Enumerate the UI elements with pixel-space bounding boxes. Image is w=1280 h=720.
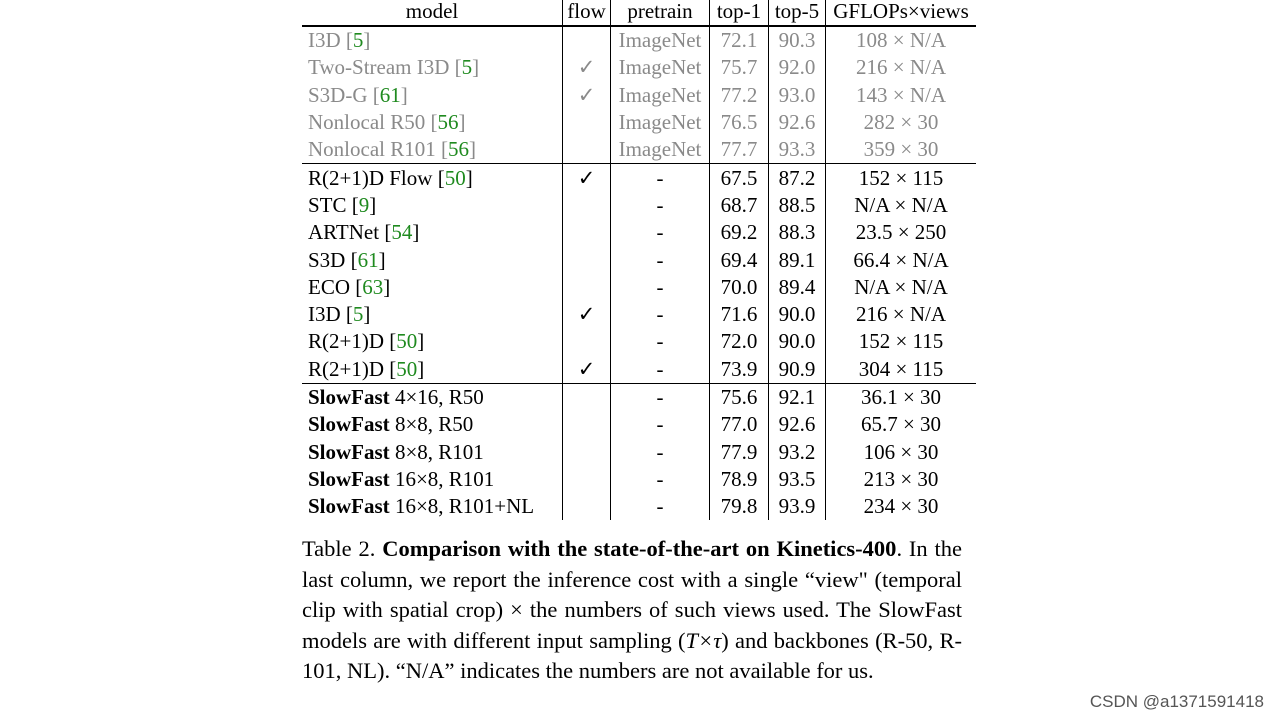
model-name: R(2+1)D Flow xyxy=(308,165,433,190)
table-row xyxy=(302,82,976,109)
top5-cell: 87.2 xyxy=(769,164,826,192)
top1-cell: 67.5 xyxy=(710,164,769,192)
table-row xyxy=(302,192,976,219)
top1-cell: 71.6 xyxy=(710,301,769,328)
top1-cell: 69.4 xyxy=(710,246,769,273)
model-name: Nonlocal R50 xyxy=(308,110,426,135)
flow-check xyxy=(563,438,611,465)
model-cell: S3D-G [61] xyxy=(308,82,408,107)
top1-cell: 69.2 xyxy=(710,219,769,246)
model-cell: Nonlocal R101 [56] xyxy=(308,137,476,162)
top1-cell: 72.0 xyxy=(710,328,769,355)
top1-cell: 72.1 xyxy=(710,26,769,54)
model-cell: Two-Stream I3D [5] xyxy=(308,55,480,80)
pretrain-cell: - xyxy=(611,274,710,301)
model-config: 16×8, R101+NL xyxy=(394,494,535,519)
gflops-cell: 36.1 × 30 xyxy=(826,383,977,411)
table-body xyxy=(302,26,976,520)
gflops-cell: 65.7 × 30 xyxy=(826,411,977,438)
top5-cell: 90.0 xyxy=(769,301,826,328)
pretrain-cell: - xyxy=(611,356,710,384)
results-table xyxy=(302,0,976,520)
top1-cell: 68.7 xyxy=(710,192,769,219)
flow-check xyxy=(563,493,611,520)
pretrain-cell: ImageNet xyxy=(611,109,710,136)
top1-cell: 77.7 xyxy=(710,136,769,164)
gflops-cell: 23.5 × 250 xyxy=(826,219,977,246)
top5-cell: 93.5 xyxy=(769,466,826,493)
top1-cell: 77.9 xyxy=(710,438,769,465)
citation: 9 xyxy=(358,192,370,217)
model-config: 4×16, R50 xyxy=(394,385,484,409)
model-name: R(2+1)D xyxy=(308,329,385,354)
flow-check xyxy=(563,26,611,54)
model-config: 8×8, R50 xyxy=(394,412,474,437)
citation: 61 xyxy=(357,247,379,272)
table-row xyxy=(302,466,976,493)
table-row xyxy=(302,274,976,301)
top1-cell: 76.5 xyxy=(710,109,769,136)
model-name-bold: SlowFast xyxy=(308,439,390,464)
pretrain-cell: - xyxy=(611,466,710,493)
table-row xyxy=(302,411,976,438)
citation: 56 xyxy=(437,110,459,135)
model-name: S3D xyxy=(308,247,346,272)
model-cell: ARTNet [54] xyxy=(308,220,420,245)
model-name: ECO xyxy=(308,274,350,299)
gflops-cell: 213 × 30 xyxy=(826,466,977,493)
pretrain-cell: - xyxy=(611,383,710,411)
top1-cell: 75.6 xyxy=(710,383,769,411)
model-name: Nonlocal R101 xyxy=(308,137,436,162)
citation: 50 xyxy=(396,329,418,354)
model-cell: ECO [63] xyxy=(308,274,391,299)
citation: 5 xyxy=(352,28,364,53)
citation: 5 xyxy=(461,55,473,80)
model-name: STC xyxy=(308,192,347,217)
pretrain-cell: - xyxy=(611,192,710,219)
caption-title: Comparison with the state-of-the-art on Kinetics-400 xyxy=(382,536,897,561)
flow-check xyxy=(563,136,611,164)
model-cell: R(2+1)D [50] xyxy=(308,329,425,354)
citation: 61 xyxy=(379,82,401,107)
model-cell: STC [9] xyxy=(308,192,377,217)
flow-check: ✓ xyxy=(563,356,611,384)
gflops-cell: 234 × 30 xyxy=(826,493,977,520)
top5-cell: 93.2 xyxy=(769,438,826,465)
model-cell xyxy=(302,493,563,520)
top1-cell: 79.8 xyxy=(710,493,769,520)
top1-cell: 77.0 xyxy=(710,411,769,438)
top5-cell: 90.9 xyxy=(769,356,826,384)
model-cell: Nonlocal R50 [56] xyxy=(308,110,466,135)
model-name: R(2+1)D xyxy=(308,356,385,381)
model-cell: R(2+1)D Flow [50] xyxy=(302,164,563,192)
model-name-bold: SlowFast xyxy=(308,412,390,437)
gflops-cell: 106 × 30 xyxy=(826,438,977,465)
model-name-bold: SlowFast xyxy=(308,494,390,519)
model-cell xyxy=(302,466,563,493)
top5-cell: 92.0 xyxy=(769,54,826,81)
table-row xyxy=(302,109,976,136)
caption-body-1: . In the last column, we report the inference cost with a single “view" (temporal clip with spatial crop) × the numbers of such views used. The SlowFast models are with different input sampling ( xyxy=(302,536,962,653)
header-top1: top-1 xyxy=(710,0,769,26)
table-row xyxy=(302,136,976,164)
flow-check xyxy=(563,219,611,246)
top1-cell: 70.0 xyxy=(710,274,769,301)
top5-cell: 89.1 xyxy=(769,246,826,273)
watermark: CSDN @a1371591418 xyxy=(1089,692,1264,711)
citation: 5 xyxy=(352,302,364,327)
gflops-cell: 216 × N/A xyxy=(826,54,977,81)
top5-cell: 89.4 xyxy=(769,274,826,301)
model-name: ARTNet xyxy=(308,220,380,245)
header-gflops: GFLOPs×views xyxy=(826,0,977,26)
flow-check xyxy=(563,192,611,219)
top5-cell: 93.0 xyxy=(769,82,826,109)
model-name-bold: SlowFast xyxy=(308,385,390,409)
pretrain-cell: - xyxy=(611,493,710,520)
pretrain-cell: - xyxy=(611,301,710,328)
gflops-cell: 304 × 115 xyxy=(826,356,977,384)
citation: 50 xyxy=(396,356,418,381)
caption-math: T×τ xyxy=(685,627,722,653)
model-name: I3D xyxy=(308,28,341,53)
header-model: model xyxy=(302,0,563,26)
model-cell: S3D [61] xyxy=(308,247,386,272)
pretrain-cell: - xyxy=(611,328,710,355)
caption-body-2: ) and backbones (R-50, R-101, NL). “N/A” indicates the numbers are not available for us. xyxy=(302,627,962,683)
pretrain-cell: - xyxy=(611,411,710,438)
top1-cell: 75.7 xyxy=(710,54,769,81)
citation: 50 xyxy=(444,165,466,190)
model-name-bold: SlowFast xyxy=(308,466,390,491)
gflops-cell: 152 × 115 xyxy=(826,164,977,192)
table-header-row xyxy=(302,0,976,26)
flow-check: ✓ xyxy=(563,301,611,328)
table-row xyxy=(302,438,976,465)
pretrain-cell: ImageNet xyxy=(611,136,710,164)
flow-check xyxy=(563,246,611,273)
pretrain-cell: - xyxy=(611,246,710,273)
table-row xyxy=(302,356,976,384)
gflops-cell: 216 × N/A xyxy=(826,301,977,328)
table-row xyxy=(302,164,976,192)
gflops-cell: N/A × N/A xyxy=(826,274,977,301)
pretrain-cell: - xyxy=(611,219,710,246)
table-caption xyxy=(302,534,962,687)
citation: 54 xyxy=(391,220,413,245)
flow-check xyxy=(563,411,611,438)
table-row xyxy=(302,493,976,520)
pretrain-cell: ImageNet xyxy=(611,54,710,81)
flow-check xyxy=(563,274,611,301)
model-cell: I3D [5] xyxy=(308,302,371,327)
header-pretrain: pretrain xyxy=(611,0,710,26)
model-config: 8×8, R101 xyxy=(394,439,484,464)
flow-check xyxy=(563,466,611,493)
gflops-cell: 108 × N/A xyxy=(826,26,977,54)
top5-cell: 88.3 xyxy=(769,219,826,246)
top1-cell: 73.9 xyxy=(710,356,769,384)
model-name: Two-Stream I3D xyxy=(308,55,450,80)
caption-label: Table 2. xyxy=(302,536,376,561)
top1-cell: 78.9 xyxy=(710,466,769,493)
model-cell: I3D [5] xyxy=(308,28,371,53)
top5-cell: 92.6 xyxy=(769,109,826,136)
model-name: S3D-G xyxy=(308,82,368,107)
pretrain-cell: ImageNet xyxy=(611,82,710,109)
gflops-cell: 359 × 30 xyxy=(826,136,977,164)
gflops-cell: 143 × N/A xyxy=(826,82,977,109)
top5-cell: 90.3 xyxy=(769,26,826,54)
pretrain-cell: ImageNet xyxy=(611,26,710,54)
gflops-cell: 66.4 × N/A xyxy=(826,246,977,273)
table-row xyxy=(302,301,976,328)
gflops-cell: 282 × 30 xyxy=(826,109,977,136)
citation: 56 xyxy=(447,137,469,162)
top5-cell: 93.9 xyxy=(769,493,826,520)
table-row xyxy=(302,328,976,355)
flow-check xyxy=(563,328,611,355)
top5-cell: 90.0 xyxy=(769,328,826,355)
model-cell: R(2+1)D [50] xyxy=(308,356,425,381)
flow-check: ✓ xyxy=(563,54,611,81)
table-row xyxy=(302,54,976,81)
table-row xyxy=(302,246,976,273)
top1-cell: 77.2 xyxy=(710,82,769,109)
model-config: 16×8, R101 xyxy=(394,466,495,491)
model-name: I3D xyxy=(308,302,341,327)
table-row xyxy=(302,26,976,54)
gflops-cell: N/A × N/A xyxy=(826,192,977,219)
flow-check xyxy=(563,383,611,411)
table-row xyxy=(302,219,976,246)
pretrain-cell: - xyxy=(611,164,710,192)
top5-cell: 93.3 xyxy=(769,136,826,164)
model-cell xyxy=(302,383,563,411)
flow-check: ✓ xyxy=(563,164,611,192)
citation: 63 xyxy=(362,274,384,299)
top5-cell: 92.1 xyxy=(769,383,826,411)
table-row xyxy=(302,383,976,411)
model-cell xyxy=(302,411,563,438)
gflops-cell: 152 × 115 xyxy=(826,328,977,355)
header-top5: top-5 xyxy=(769,0,826,26)
top5-cell: 88.5 xyxy=(769,192,826,219)
flow-check xyxy=(563,109,611,136)
top5-cell: 92.6 xyxy=(769,411,826,438)
flow-check: ✓ xyxy=(563,82,611,109)
model-cell xyxy=(302,438,563,465)
pretrain-cell: - xyxy=(611,438,710,465)
header-flow: flow xyxy=(563,0,611,26)
